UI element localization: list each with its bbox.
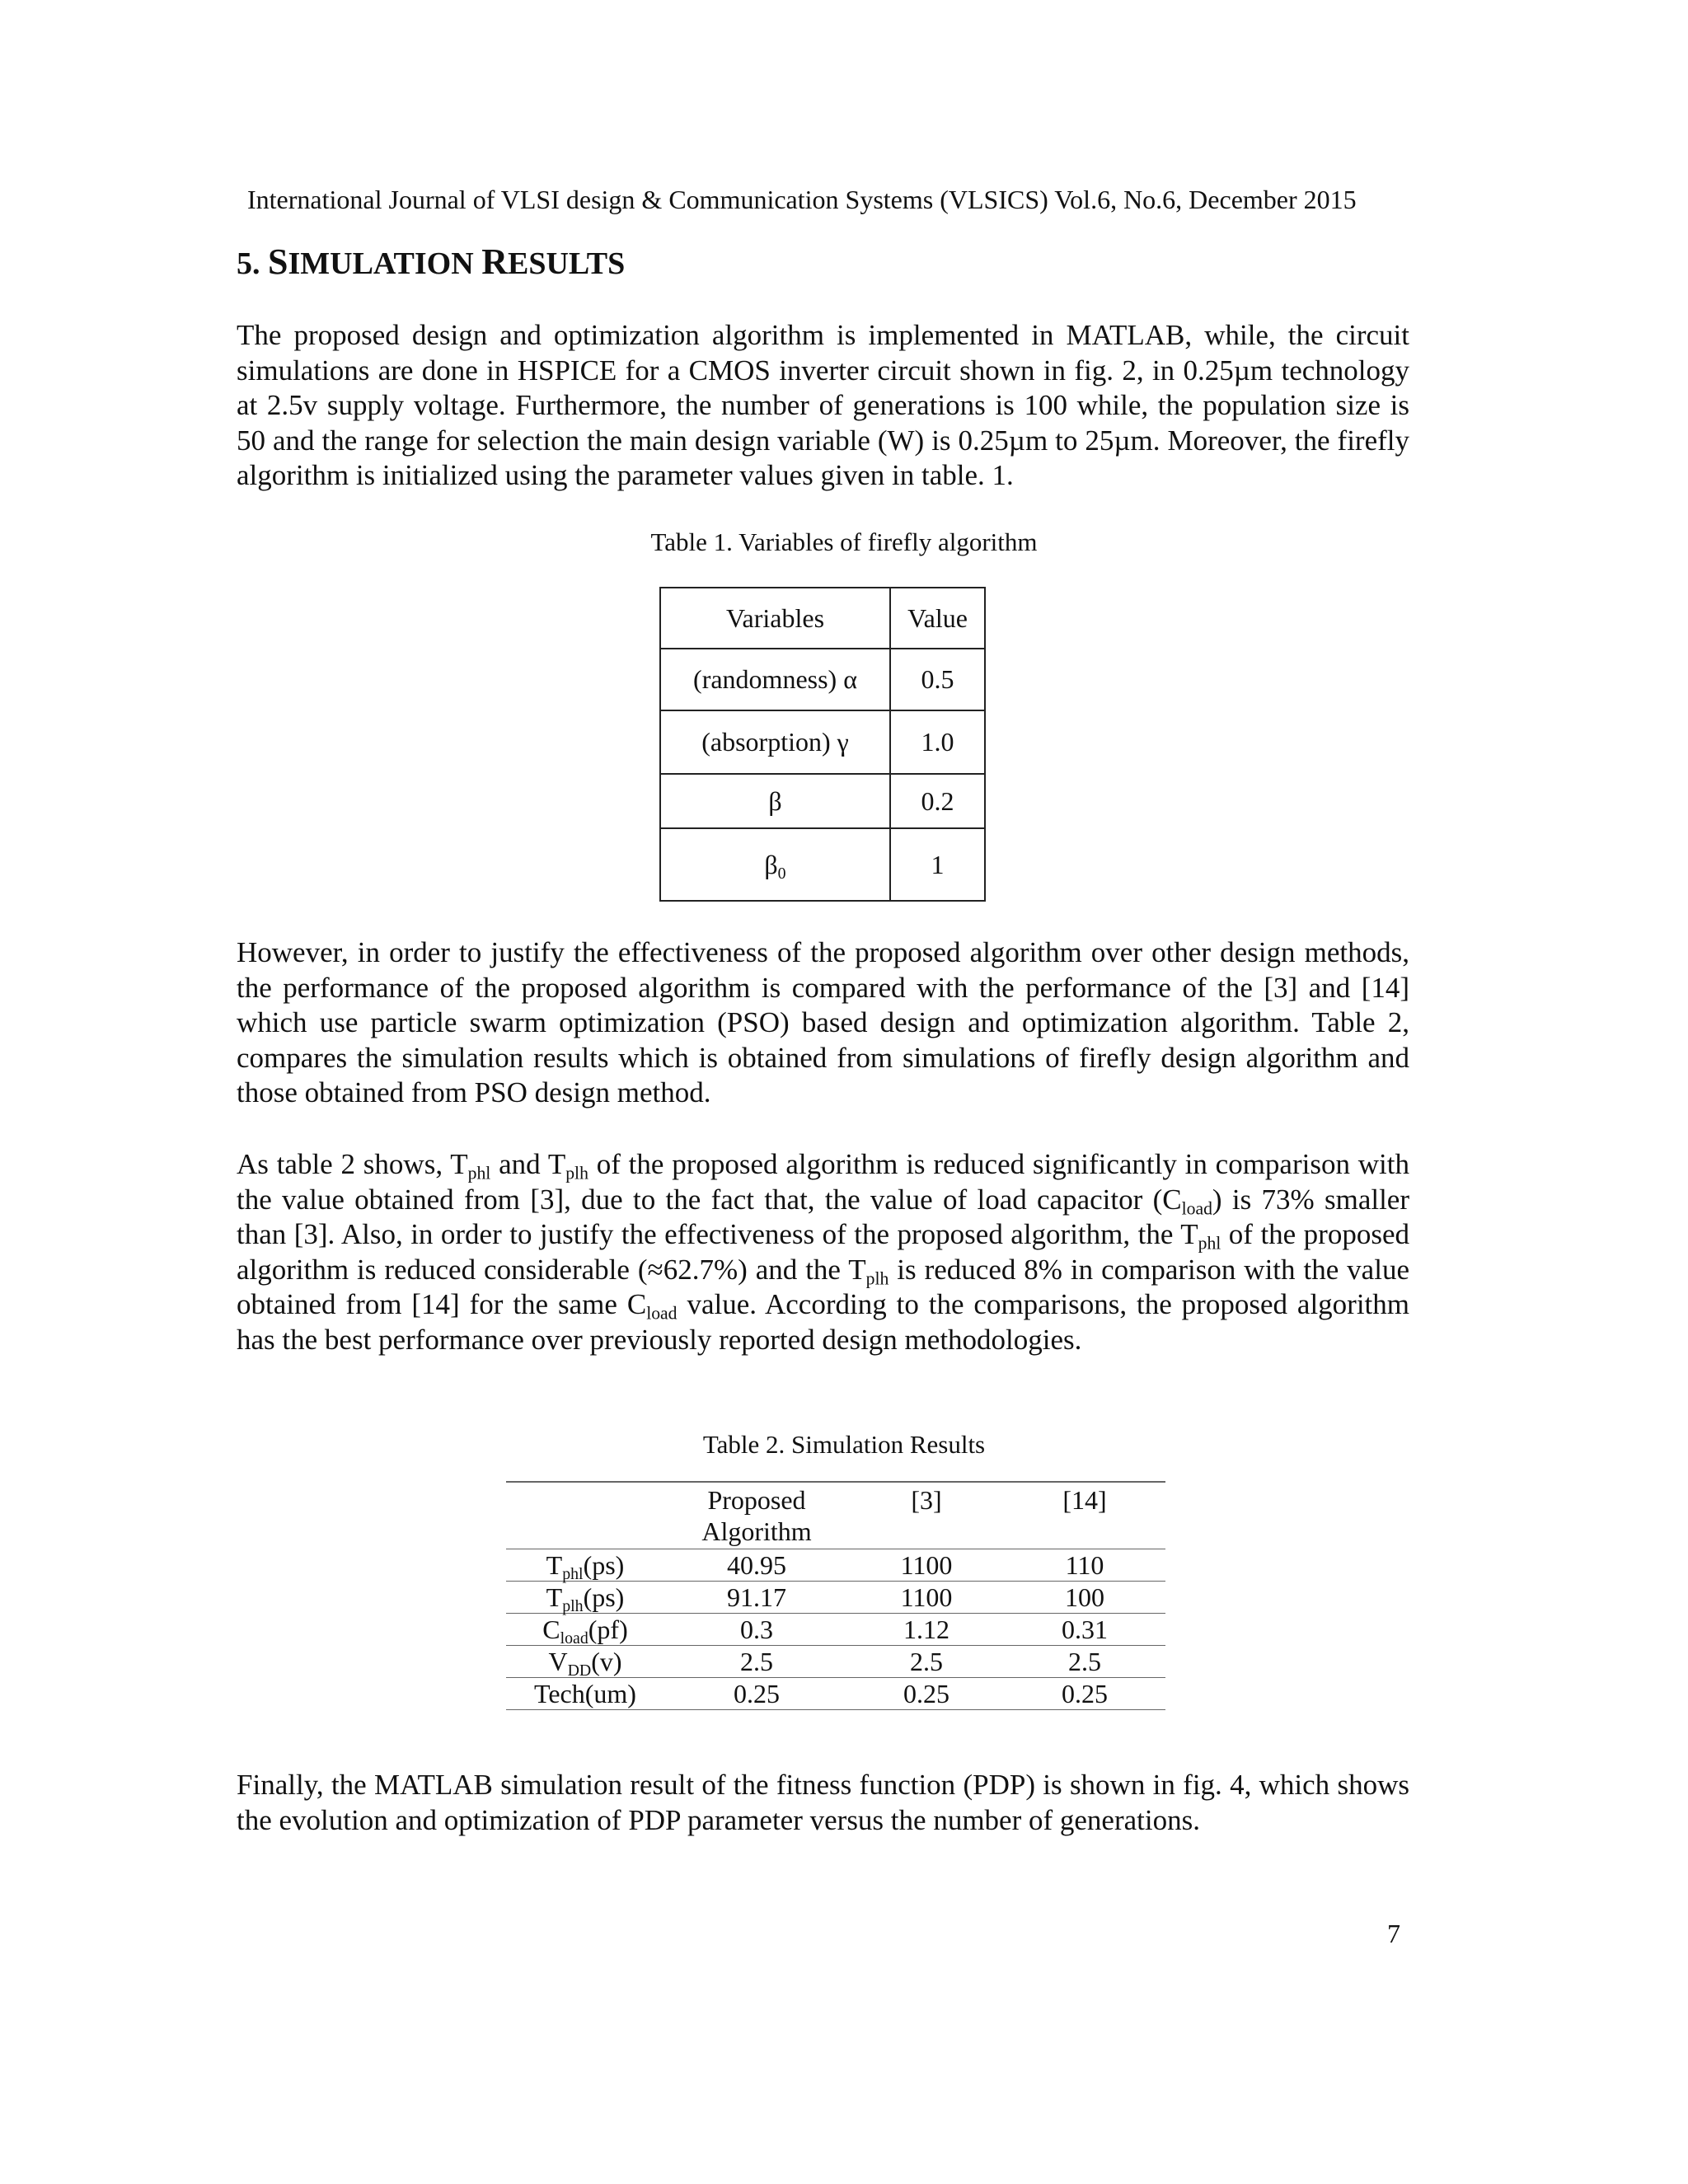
cell-proposed: 2.5: [664, 1646, 849, 1678]
text-run: of the proposed algorithm is reduced significantly in comparison with the value obtained from [3], due to the fact that, the value of load capacitor (C: [237, 1148, 1409, 1216]
table-header-cell: Variables: [660, 588, 890, 649]
subscript: 0: [777, 864, 786, 883]
table-header-cell-proposed: [664, 1482, 849, 1549]
cell-ref14: 0.25: [1004, 1678, 1165, 1710]
table-row: [660, 649, 985, 710]
subscript: phl: [562, 1564, 584, 1583]
label-main: T: [546, 1550, 563, 1580]
section-title: [237, 242, 625, 284]
cell-ref14: 110: [1004, 1549, 1165, 1582]
table-header-cell-ref14: [14]: [1004, 1482, 1165, 1549]
label-tail: (pf): [588, 1615, 628, 1644]
cell-proposed: 0.25: [664, 1678, 849, 1710]
table-header-row: [660, 588, 985, 649]
section-title-initial-s: S: [268, 241, 288, 282]
table-row: [506, 1582, 1165, 1614]
table-cell-value: 0.2: [890, 774, 985, 828]
label-main: Tech(um): [534, 1679, 636, 1708]
table-cell-value: 1: [890, 828, 985, 901]
row-label: [506, 1678, 664, 1710]
table-row: [660, 710, 985, 774]
label-tail: (ps): [583, 1550, 625, 1580]
row-label: [506, 1582, 664, 1614]
subscript: phl: [1198, 1233, 1221, 1254]
cell-proposed: 40.95: [664, 1549, 849, 1582]
header-line: Algorithm: [701, 1516, 812, 1546]
table-row: [506, 1614, 1165, 1646]
subscript: load: [560, 1629, 588, 1647]
section-title-part-2: ESULTS: [507, 246, 626, 281]
paragraph-simulation-setup: The proposed design and optimization algorithm is implemented in MATLAB, while, the circuit simulations are done in HSPICE for a CMOS inverter circuit shown in fig. 2, in 0.25µm technology at 2.5v supply voltage. Furthermore, the number of generations is 100 while, the population size is 50 and the range for selection the main design variable (W) is 0.25µm to 25µm. Moreover, the firefly algorithm is initialized using the parameter values given in table. 1.: [237, 319, 1409, 491]
paragraph-comparison-intro: However, in order to justify the effectiveness of the proposed algorithm over other design methods, the performance of the proposed algorithm is compared with the performance of the [3] and [14] which use particle swarm optimization (PSO) based design and optimization algorithm. Table 2, compares the simulation results which is obtained from simulations of firefly design algorithm and those obtained from PSO design method.: [237, 936, 1409, 1108]
section-number: 5.: [237, 246, 268, 281]
table-header-cell: Value: [890, 588, 985, 649]
subscript: plh: [562, 1596, 584, 1615]
page-number: 7: [1387, 1919, 1400, 1948]
section-title-initial-r: R: [481, 241, 508, 282]
subscript: plh: [865, 1268, 889, 1288]
table-row: [660, 774, 985, 828]
label-tail: (v): [591, 1647, 622, 1676]
table-cell-value: 0.5: [890, 649, 985, 710]
table-header-cell-ref3: [3]: [849, 1482, 1004, 1549]
table-row: [660, 828, 985, 901]
row-label: [506, 1646, 664, 1678]
cell-ref3: 1100: [849, 1549, 1004, 1582]
paragraph-results-discussion: [237, 1147, 1409, 1357]
cell-ref3: 1.12: [849, 1614, 1004, 1646]
table-row: [506, 1549, 1165, 1582]
text-run: value. According to the comparisons, the proposed algorithm has the best performance over previously reported design methodologies.: [237, 1288, 1409, 1356]
subscript: phl: [467, 1163, 491, 1183]
cell-ref14: 2.5: [1004, 1646, 1165, 1678]
table-row: [506, 1646, 1165, 1678]
subscript: plh: [565, 1163, 588, 1183]
subscript: load: [1181, 1198, 1212, 1218]
table-cell-variable: β: [660, 774, 890, 828]
table-cell-value: 1.0: [890, 710, 985, 774]
label-main: V: [548, 1647, 568, 1676]
table-row: [506, 1678, 1165, 1710]
cell-proposed: 0.3: [664, 1614, 849, 1646]
table1-caption: Table 1. Variables of firefly algorithm: [650, 527, 1038, 556]
cell-ref3: 1100: [849, 1582, 1004, 1614]
table-header-row: [506, 1482, 1165, 1549]
cell-ref14: 100: [1004, 1582, 1165, 1614]
symbol-beta: β: [764, 849, 778, 879]
label-main: C: [542, 1615, 560, 1644]
cell-ref3: 2.5: [849, 1646, 1004, 1678]
row-label: [506, 1549, 664, 1582]
text-run: and T: [490, 1148, 566, 1180]
table-firefly-variables: [659, 587, 986, 902]
running-header: International Journal of VLSI design & Communication Systems (VLSICS) Vol.6, No.6, December 2015: [247, 185, 1357, 214]
row-label: [506, 1614, 664, 1646]
table-cell-variable: [660, 828, 890, 901]
paragraph-pdp-result: Finally, the MATLAB simulation result of the fitness function (PDP) is shown in fig. 4, which shows the evolution and optimization of PDP parameter versus the number of generations.: [237, 1769, 1409, 1836]
label-main: T: [546, 1582, 563, 1612]
header-line: Proposed: [707, 1485, 806, 1515]
label-tail: (ps): [583, 1582, 625, 1612]
subscript: DD: [567, 1661, 592, 1680]
section-title-part-1: IMULATION: [288, 246, 482, 281]
table-header-cell: [506, 1482, 664, 1549]
table-cell-variable: (absorption) γ: [660, 710, 890, 774]
text-run: of the proposed algorithm is reduced considerable (≈62.7%) and the T: [237, 1218, 1409, 1286]
text-run: is reduced 8% in comparison with the value obtained from [14] for the same C: [237, 1253, 1409, 1320]
cell-ref14: 0.31: [1004, 1614, 1165, 1646]
table2-caption: Table 2. Simulation Results: [702, 1430, 986, 1459]
table-cell-variable: (randomness) α: [660, 649, 890, 710]
text-run: As table 2 shows, T: [237, 1148, 468, 1180]
text-run: ) is 73% smaller than [3]. Also, in order to justify the effectiveness of the proposed algorithm, the T: [237, 1183, 1409, 1250]
subscript: load: [646, 1303, 678, 1324]
cell-proposed: 91.17: [664, 1582, 849, 1614]
table-simulation-results: [506, 1481, 1165, 1710]
cell-ref3: 0.25: [849, 1678, 1004, 1710]
